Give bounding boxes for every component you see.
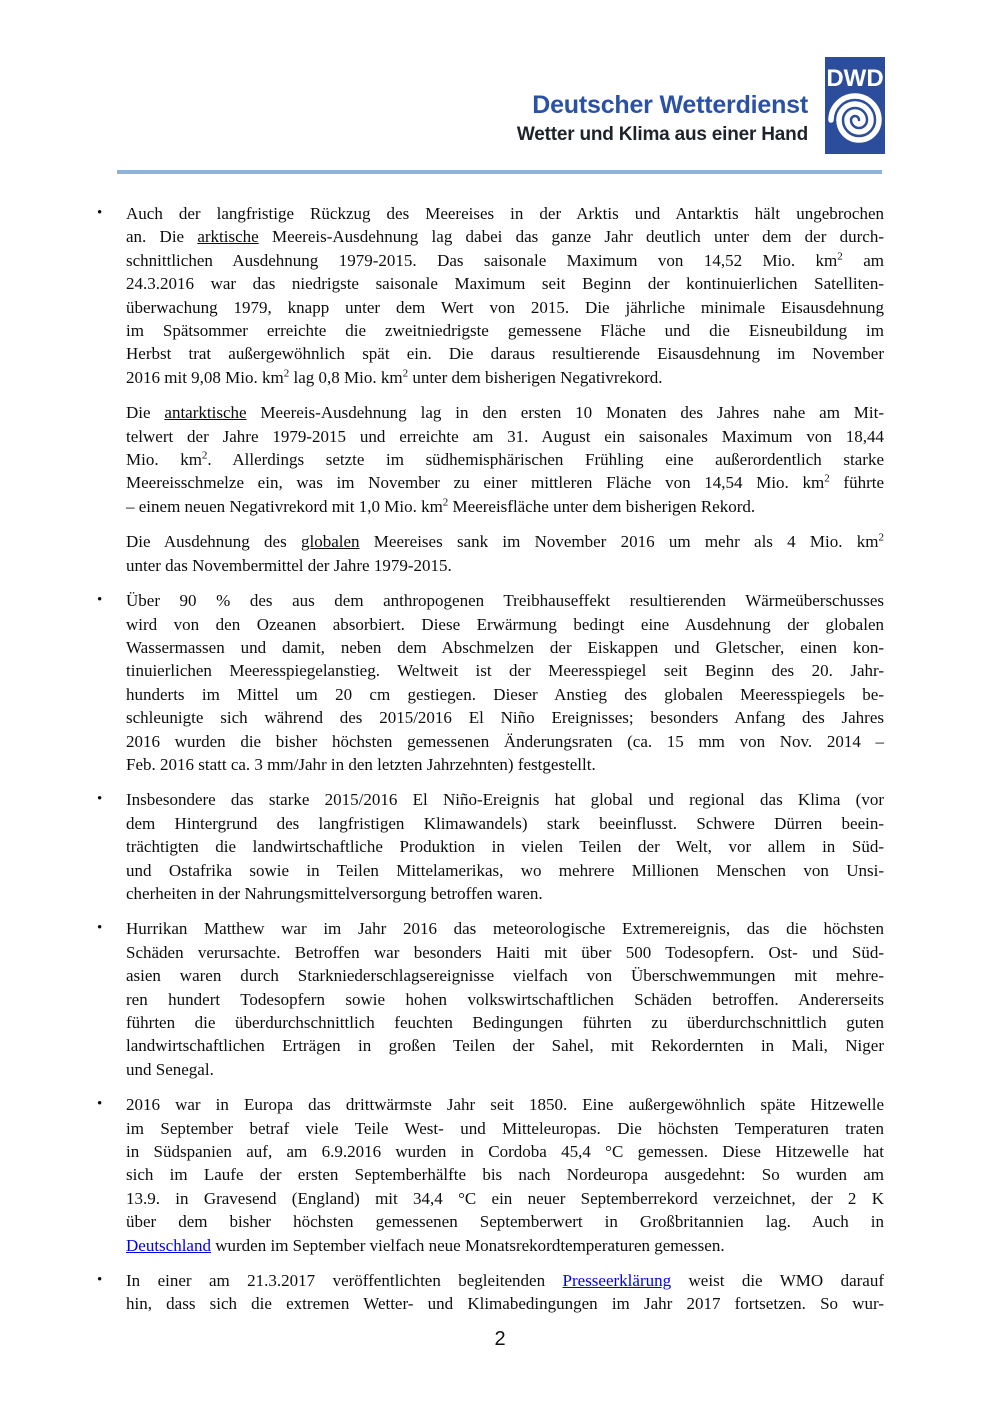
brand-tagline: Wetter und Klima aus einer Hand [516,124,808,145]
document-body [97,202,885,1316]
superscript: 2 [201,449,208,462]
text-line: hunderts im Mittel um 20 cm gestiegen. Dieser Anstieg des globalen Meeresspiegels be- [126,684,884,704]
paragraph [126,530,884,577]
text-line: und Ostafrika sowie in Teilen Mittelamerikas, wo mehrere Millionen Menschen von Unsi- [126,860,884,880]
bullet-paragraph [97,202,884,389]
link-antarktische[interactable]: antarktische [164,403,247,423]
text-line: und Senegal. [126,1059,214,1079]
text-line: führten die überdurchschnittlich feuchten Bedingungen führten zu überdurchschnittlich guten [126,1013,884,1032]
text-line: Wassermassen und damit, neben dem Abschmelzen der Eiskappen und Gletscher, einen kon- [126,637,884,657]
text-line: In einer am 21.3.2017 veröffentlichten begleitenden Presseerklärung weist die WMO darauf [126,1271,884,1291]
text-line: landwirtschaftlichen Erträgen in großen Teilen der Sahel, mit Rekordernten in Mali, Niger [126,1036,884,1056]
text-line: ren hundert Todesopfern sowie hohen volkswirtschaftlichen Schäden betroffen. Andererseits [126,989,884,1009]
text-line: unter das Novembermittel der Jahre 1979-2015. [126,555,452,575]
text-line: Mio. $km^2$. Allerdings setzte im südhemisphärischen Frühling eine außerordentlich starke [126,449,884,470]
text-line: Hurrikan Matthew war im Jahr 2016 das meteorologische Extremereignis, das die höchsten [126,919,884,939]
dwd-logo [825,57,885,154]
link-arktische[interactable]: arktische [197,227,259,247]
text-line: über dem bisher höchsten gemessenen Septemberwert in Großbritannien lag. Auch in [126,1212,884,1232]
bullet-marker: • [97,791,103,808]
text-line: Meereisschmelze ein, was im November zu einer mittleren Fläche von 14,54 Mio. $km^2$ führte [126,472,885,493]
bullet-marker: • [97,1096,103,1113]
bullet-marker: • [97,920,103,937]
bullet-paragraph [97,917,884,1081]
text-line: Deutschland wurden im September vielfach neue Monatsrekordtemperaturen gemessen. [126,1235,725,1255]
text-line: Insbesondere das starke 2015/2016 El Niño-Ereignis hat global und regional das Klima (vor [126,790,884,810]
text-line: 2016 mit 9,08 Mio. $km^2$ lag 0,8 Mio. $km^2$ unter dem bisherigen Negativrekord. [126,367,663,387]
text-line: 2016 wurden die bisher höchsten gemessenen Änderungsraten (ca. 15 mm von Nov. 2014 – [126,731,884,751]
text-line: im Spätsommer erreichte die zweitniedrigste gemessene Fläche und die Eisneubildung im [126,321,884,341]
text-line: tinuierlichen Meeresspiegelanstieg. Weltweit ist der Meeresspiegel seit Beginn des 20. Jahr- [126,661,884,681]
superscript: 2 [878,531,884,544]
text-line: schleunigte sich während des 2015/2016 El Niño Ereignisses; besonders Anfang des Jahres [126,708,884,728]
text-line: trächtigten die landwirtschaftliche Produktion in vielen Teilen der Welt, vor allem in Süd- [126,837,884,857]
page-header [517,93,808,144]
text-line: in Südspanien auf, am 6.9.2016 wurden in Cordoba 45,4 °C gemessen. Diese Hitzewelle hat [126,1142,884,1162]
text-line: 2016 war in Europa das drittwärmste Jahr seit 1850. Eine außergewöhnlich späte Hitzewelle [126,1095,884,1115]
text-line: Feb. 2016 statt ca. 3 mm/Jahr in den letzten Jahrzehnten) festgestellt. [126,754,596,774]
text-line: Über 90 % des aus dem anthropogenen Treibhauseffekt resultierenden Wärmeüberschusses [126,591,884,611]
bullet-paragraph [97,788,884,905]
link-deutschland[interactable]: Deutschland [126,1235,211,1255]
bullet-marker: • [97,592,103,609]
dwd-logo-label: DWD [826,65,884,92]
text-line: schnittlichen Ausdehnung 1979-2015. Das saisonale Maximum von 14,52 Mio. $km^2$ am [126,250,884,270]
header-rule [117,170,882,174]
brand-wordmark: Deutscher Wetterdienst [532,91,808,119]
text-line: wird von den Ozeanen absorbiert. Diese Erwärmung bedingt eine Ausdehnung der globalen [126,614,884,634]
superscript: 2 [283,367,290,380]
text-line: an. Die arktische Meereis-Ausdehnung lag dabei das ganze Jahr deutlich unter dem der durch- [126,227,884,247]
text-line: Herbst trat außergewöhnlich spät ein. Die daraus resultierende Eisausdehnung im November [126,344,884,364]
text-line: cherheiten in der Nahrungsmittelversorgung betroffen waren. [126,883,543,903]
text-line: Schäden verursachte. Betroffen war besonders Haiti mit über 500 Todesopfern. Ost- und Süd- [126,942,884,962]
bullet-marker: • [97,205,103,221]
text-line: Die Ausdehnung des globalen Meereises sank im November 2016 um mehr als 4 Mio. $km^2$ [126,531,884,552]
text-line: asien waren durch Starkniederschlagsereignisse vielfach von Überschwemmungen mit mehre- [126,966,884,986]
superscript: 2 [402,367,409,380]
text-line: dem Hintergrund des langfristigen Klimawandels) stark beeinflusst. Schwere Dürren beein- [126,813,884,833]
text-line: im September betraf viele Teile West- und Mitteleuropas. Die höchsten Temperaturen traten [126,1118,884,1138]
text-line: 13.9. in Gravesend (England) mit 34,4 °C ein neuer Septemberrekord verzeichnet, der 2 K [126,1188,884,1208]
superscript: 2 [837,250,843,263]
text-line: – einem neuen Negativrekord mit 1,0 Mio. $km^2$ Meereisfläche unter dem bisherigen Rekord. [126,496,756,516]
link-presseerklaerung[interactable]: Presseerklärung [562,1271,672,1291]
dwd-logo-graphic [825,57,885,154]
text-line: Die antarktische Meereis-Ausdehnung lag in den ersten 10 Monaten des Jahres nahe am Mit- [126,403,884,423]
text-line: hin, dass sich die extremen Wetter- und Klimabedingungen im Jahr 2017 fortsetzen. So wur- [126,1294,884,1314]
superscript: 2 [824,472,830,485]
text-line: sich im Laufe der ersten Septemberhälfte bis nach Nordeuropa ausgedehnt: So wurden am [126,1165,884,1185]
bullet-marker: • [97,1272,103,1289]
link-globalen[interactable]: globalen [300,532,360,552]
text-line: telwert der Jahre 1979-2015 und erreichte am 31. August ein saisonales Maximum von 18,44 [126,426,884,446]
bullet-paragraph [97,1093,884,1257]
bullet-paragraph [97,589,884,776]
text-line: überwachung 1979, knapp unter dem Wert von 2015. Die jährliche minimale Eisausdehnung [126,297,884,317]
superscript: 2 [442,496,449,509]
text-line: 24.3.2016 war das niedrigste saisonale Maximum seit Beginn der kontinuierlichen Satelliten- [126,274,884,294]
bullet-paragraph [97,1269,884,1316]
paragraph [126,401,884,518]
text-line: Auch der langfristige Rückzug des Meereises in der Arktis und Antarktis hält ungebrochen [126,204,884,223]
page-number: 2 [494,1328,506,1350]
